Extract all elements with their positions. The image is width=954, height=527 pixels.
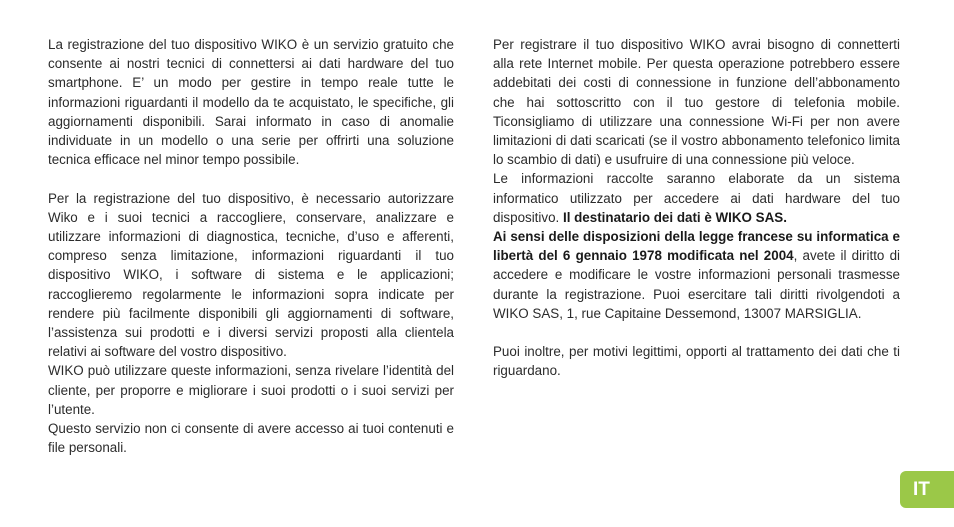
left-column xyxy=(48,35,454,457)
legal-rights-text: , avete il diritto di accedere e modificare le vostre informazioni personali trasmesse durante la registrazione. Puoi esercitare tali diritti rivolgendoti a WIKO SAS, 1, rue Capitaine Dessemond, 13007 MARSIGLIA. xyxy=(493,248,900,321)
legal-reference-text: Ai sensi delle disposizioni della legge francese su informatica e libertà del 6 gennaio 1978 modificata nel 2004 xyxy=(493,229,900,264)
objection-paragraph: Puoi inoltre, per motivi legittimi, opporti al trattamento dei dati che ti riguardano. xyxy=(493,344,900,379)
connection-paragraph: Per registrare il tuo dispositivo WIKO avrai bisogno di connetterti alla rete Internet mobile. Per questa operazione potrebbero essere addebitati dei costi di connessione in funzione dell’abbonamento che hai sottoscritto con il tuo gestore di telefonia mobile. Ticonsigliamo di utilizzare una connessione Wi-Fi per non avere limitazioni di dati scaricati (se il vostro abbonamento telefonico limita lo scambio di dati) e usufruire di una connessione più veloce. xyxy=(493,37,900,168)
legal-rights-paragraph xyxy=(493,227,900,323)
data-processing-text: Le informazioni raccolte saranno elaborate da un sistema informatico utilizzato per accedere ai dati hardware del tuo dispositivo. xyxy=(493,171,900,225)
authorization-paragraph: Per la registrazione del tuo dispositivo, è necessario autorizzare Wiko e i suoi tecnici a raccogliere, conservare, analizzare e utilizzare informazioni di diagnostica, tecniche, d’uso e afferenti, compreso senza limitazione, informazioni riguardanti il tuo dispositivo WIKO, i software di sistema e le applicazioni; raccoglieremo regolarmente le informazioni sopra indicate per rendere più facilmente disponibili gli aggiornamenti di software, l’assistenza sui prodotti e i diversi servizi proposti alla clientela relativi ai software del vostro dispositivo. xyxy=(48,190,454,360)
data-recipient-text: Il destinatario dei dati è WIKO SAS. xyxy=(562,209,787,225)
data-processing-paragraph xyxy=(493,169,900,227)
language-tab: IT xyxy=(900,471,954,508)
right-column xyxy=(493,35,900,381)
privacy-paragraph: Questo servizio non ci consente di avere accesso ai tuoi contenuti e file personali. xyxy=(48,421,454,456)
usage-paragraph: WIKO può utilizzare queste informazioni, senza rivelare l’identità del cliente, per proporre e migliorare i suoi prodotti o i suoi servizi per l’utente. xyxy=(48,363,454,417)
registration-intro-paragraph: La registrazione del tuo dispositivo WIKO è un servizio gratuito che consente ai nostri tecnici di connettersi ai dati hardware del tuo smartphone. E’ un modo per gestire in tempo reale tutte le informazioni riguardanti il modello da te acquistato, le specifiche, gli aggiornamenti disponibili. Sarai informato in caso di anomalie individuate in un modello o una serie per offrirti una soluzione tecnica efficace nel minor tempo possibile. xyxy=(48,37,454,168)
